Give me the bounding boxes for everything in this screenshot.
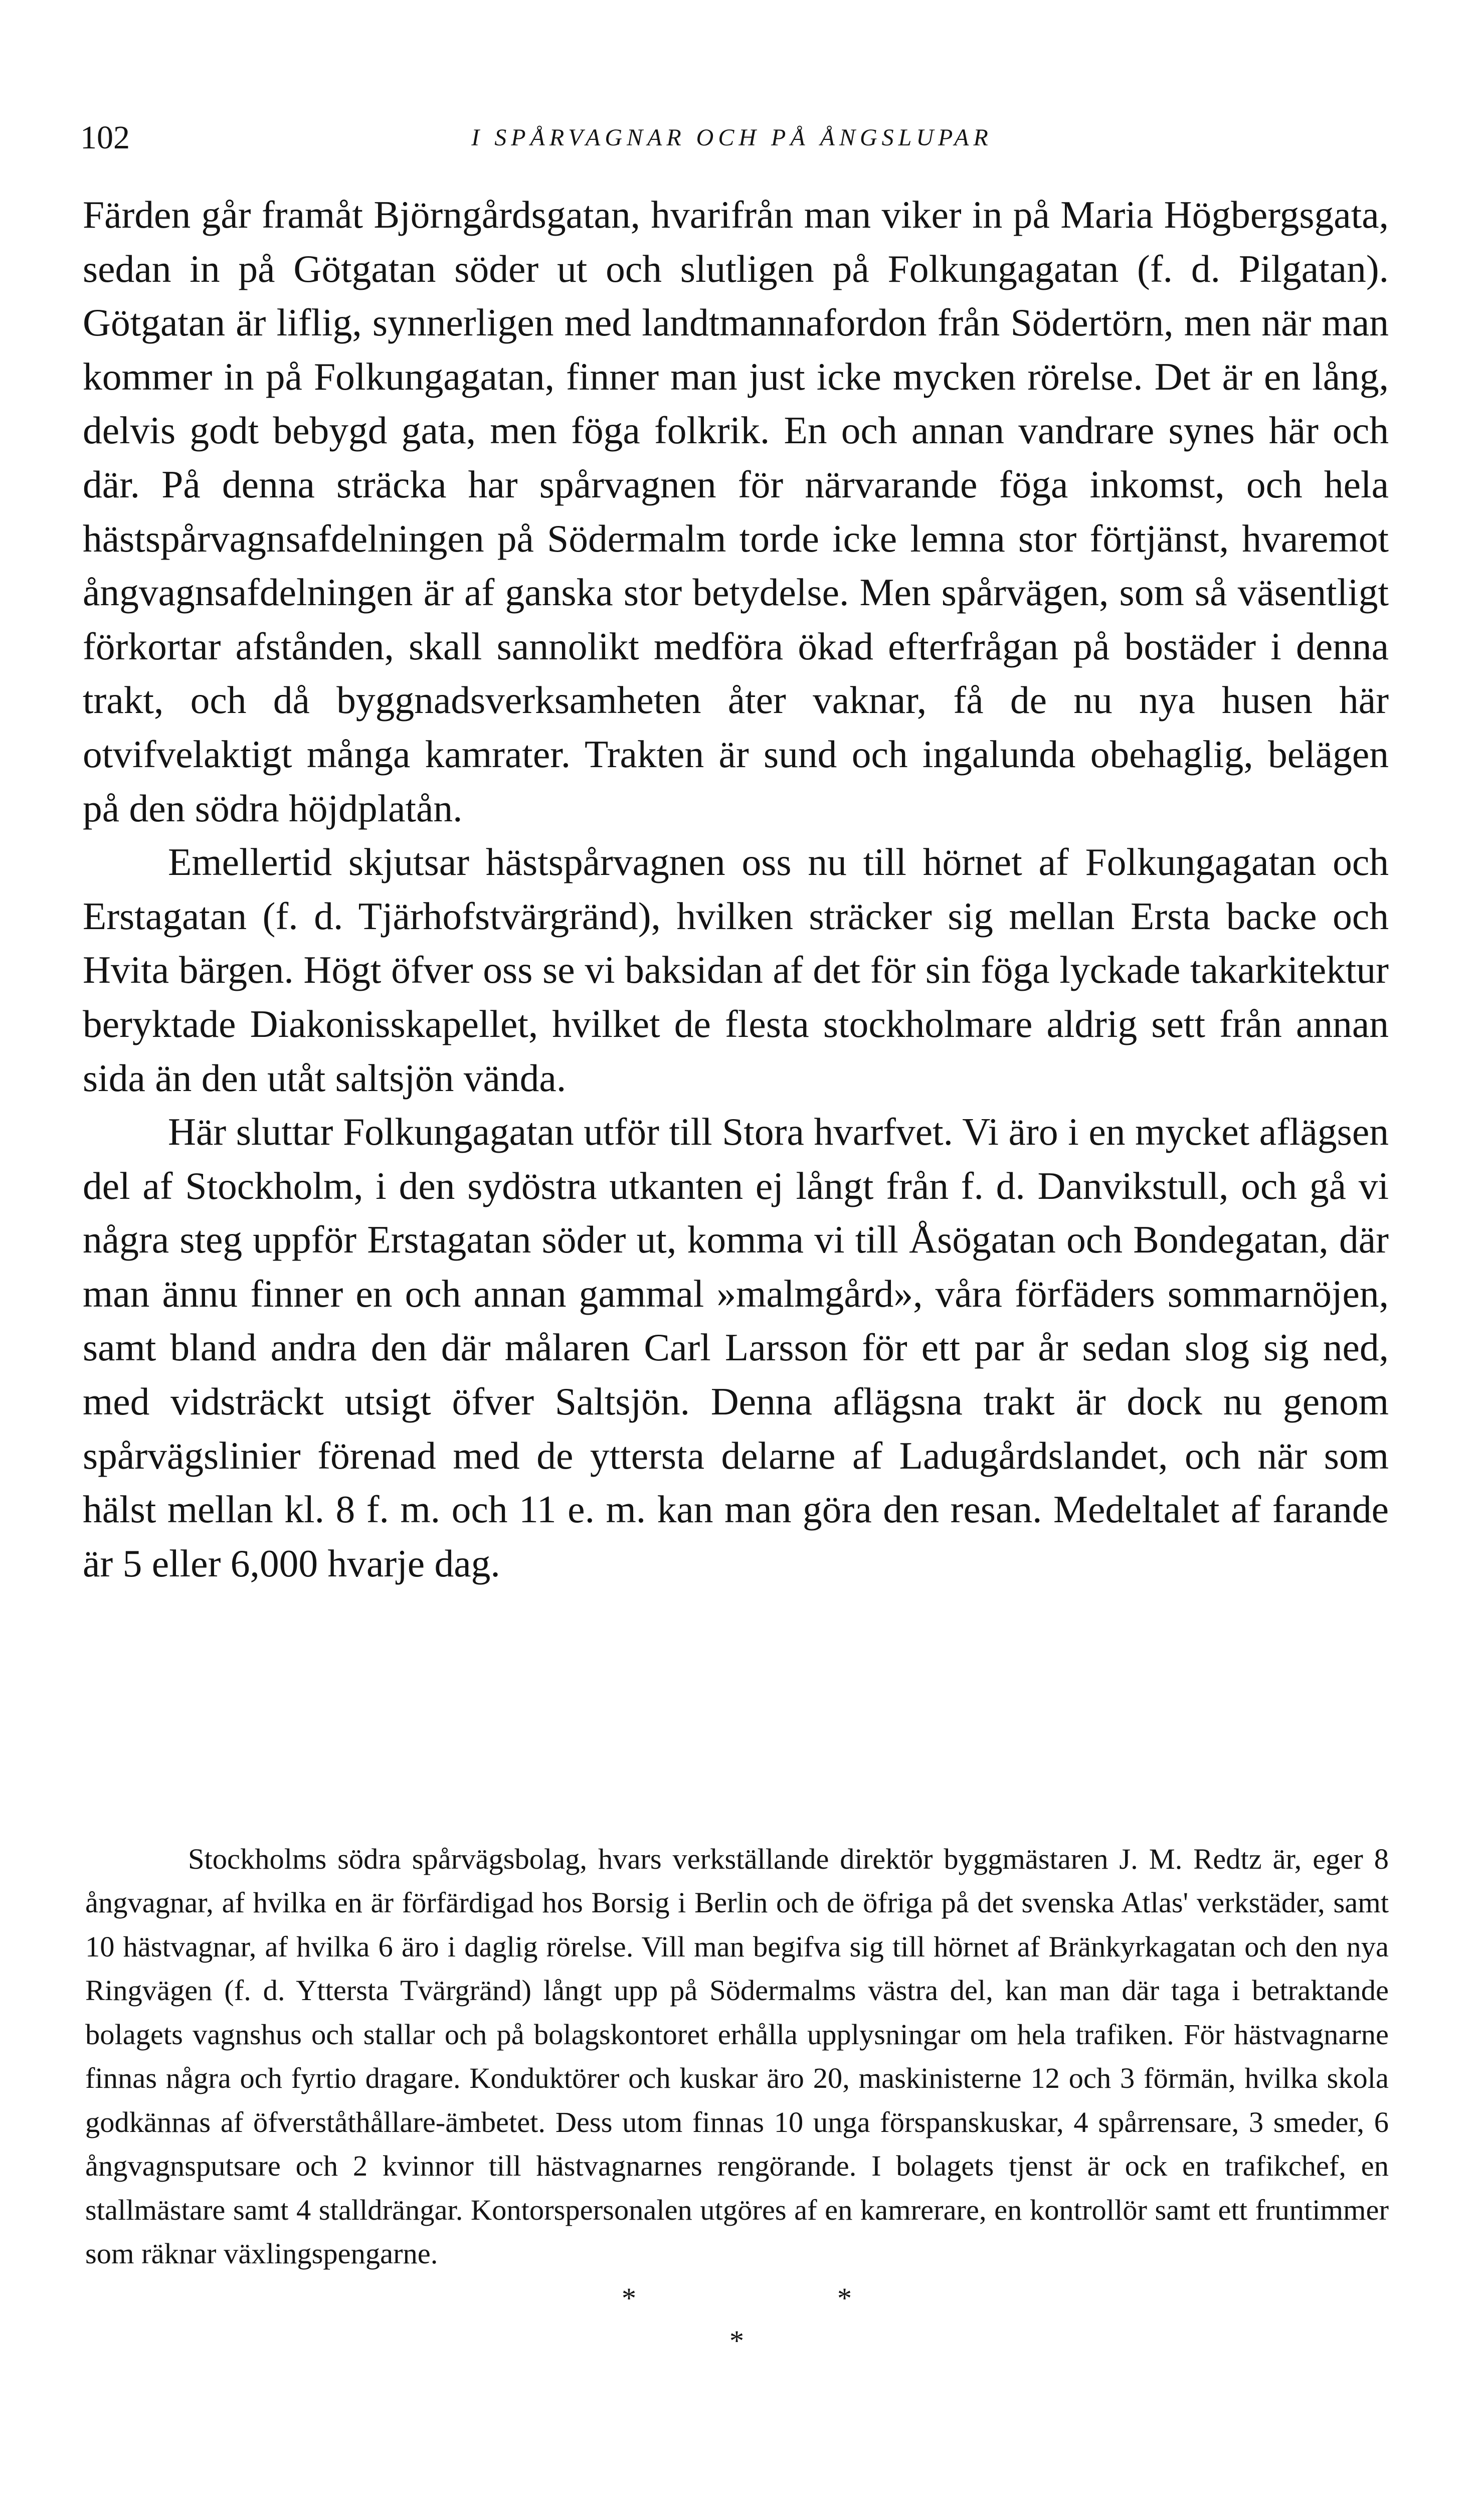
body-text xyxy=(83,188,1389,1590)
section-break-asterism xyxy=(622,2284,882,2369)
running-title: I SPÅRVAGNAR OCH PÅ ÅNGSLUPAR xyxy=(471,124,993,151)
asterisk: * xyxy=(729,2324,744,2357)
page-number: 102 xyxy=(80,119,130,156)
paragraph: Här sluttar Folkungagatan utför till Stora hvarfvet. Vi äro i en mycket aflägsen del af Stockholm, i den sydöstra utkanten ej långt från f. d. Danvikstull, och gå vi några steg uppför Erstagatan söder ut, komma vi till Åsögatan och Bondegatan, där man ännu finner en och annan gammal »malmgård», våra förfäders sommarnöjen, samt bland andra den där målaren Carl Larsson för ett par år sedan slog sig ned, med vidsträckt utsigt öfver Saltsjön. Denna aflägsna trakt är dock nu genom spårvägslinier förenad med de yttersta delarne af Ladugårdslandet, och när som hälst mellan kl. 8 f. m. och 11 e. m. kan man göra den resan. Medeltalet af farande är 5 eller 6,000 hvarje dag. xyxy=(83,1110,1389,1585)
asterisk: * xyxy=(837,2282,852,2314)
page-header xyxy=(80,115,1384,160)
paragraph: Färden går framåt Björngårdsgatan, hvarifrån man viker in på Maria Högbergsgata, sedan in på Götgatan söder ut och slutligen på Folkungagatan (f. d. Pilgatan). Götgatan är liflig, synnerligen med landtmannafordon från Södertörn, men när man kommer in på Folkungagatan, finner man just icke mycken rörelse. Det är en lång, delvis godt bebygd gata, men föga folkrik. En och annan vandrare synes här och där. På denna sträcka har spårvagnen för närvarande föga inkomst, och hela hästspårvagnsafdelningen på Södermalm torde icke lemna stor förtjänst, hvaremot ångvagnsafdelningen är af ganska stor betydelse. Men spårvägen, som så väsentligt förkortar afstånden, skall sannolikt medföra ökad efterfrågan på bostäder i denna trakt, och då byggnadsverksamheten åter vaknar, få de nu nya husen här otvifvelaktigt många kamrater. Trakten är sund och ingalunda obehaglig, belägen på den södra höjdplatån. xyxy=(83,193,1389,830)
paragraph: Emellertid skjutsar hästspårvagnen oss nu till hörnet af Folkungagatan och Erstagatan (f. d. Tjärhofstvärgränd), hvilken sträcker sig mellan Ersta backe och Hvita bärgen. Högt öfver oss se vi baksidan af det för sin föga lyckade takarkitektur beryktade Diakonisskapellet, hvilket de flesta stockholmare aldrig sett från annan sida än den utåt saltsjön vända. xyxy=(83,840,1389,1100)
footnote-paragraph: Stockholms södra spårvägsbolag, hvars verkställande direktör byggmästaren J. M. Redtz är, eger 8 ångvagnar, af hvilka en är förfärdigad hos Borsig i Berlin och de öfriga på det svenska Atlas' verkstäder, samt 10 hästvagnar, af hvilka 6 äro i daglig rörelse. Vill man begifva sig till hörnet af Bränkyrkagatan och den nya Ringvägen (f. d. Yttersta Tvärgränd) långt upp på Södermalms västra del, kan man där taga i betraktande bolagets vagnshus och stallar och på bolagskontoret erhålla upplysningar om hela trafiken. För hästvagnarne finnas några och fyrtio dragare. Konduktörer och kuskar äro 20, maskinisterne 12 och 3 förmän, hvilka skola godkännas af öfverståthållare-ämbetet. Dess utom finnas 10 unga förspanskuskar, 4 spårrensare, 3 smeder, 6 ångvagnsputsare och 2 kvinnor till hästvagnarnes rengörande. I bolagets tjenst är ock en trafikchef, en stallmästare samt 4 stalldrängar. Kontorspersonalen utgöres af en kamrerare, en kontrollör samt ett fruntimmer som räknar växlingspengarne. xyxy=(85,1842,1389,2270)
asterisk: * xyxy=(622,2282,636,2314)
